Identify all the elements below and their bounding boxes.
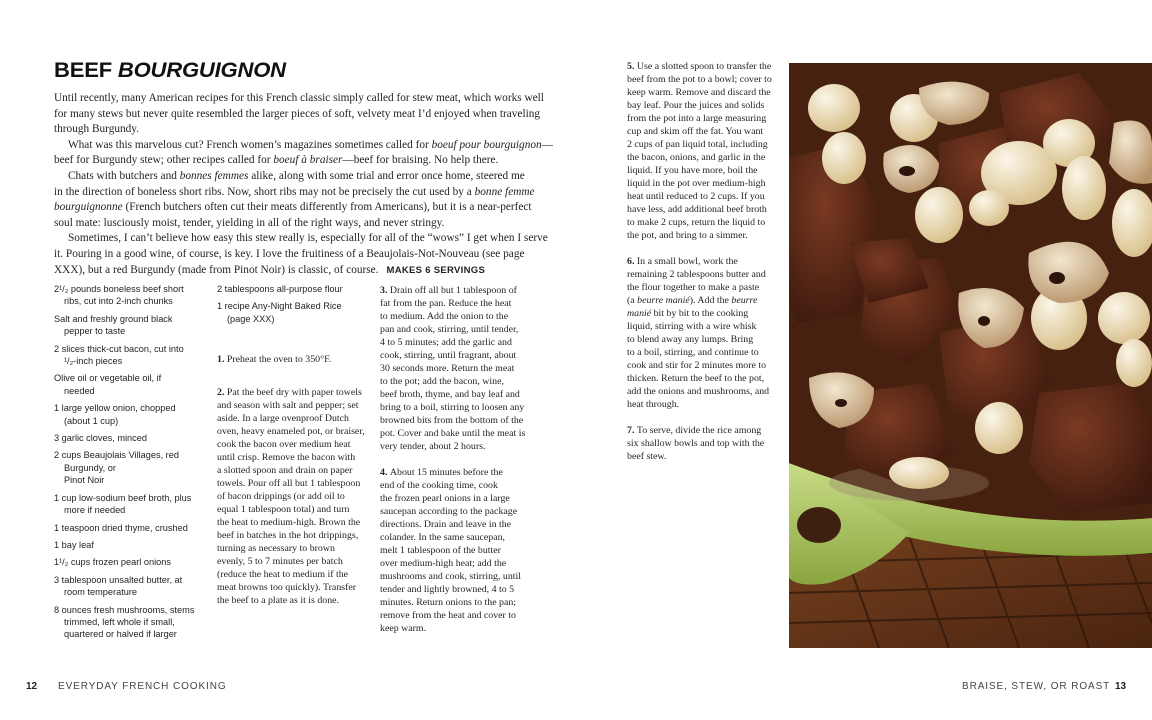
italic-text: manié [627, 308, 652, 319]
method-steps-col-c [627, 60, 777, 476]
method-step [217, 353, 372, 366]
step-line [380, 440, 535, 453]
text-run: liquid, stirring with a wire whisk [627, 321, 757, 332]
recipe-title-plain: BEEF [54, 59, 118, 82]
ingredient-line: 1 recipe Any-Night Baked Rice [217, 301, 342, 312]
text-run: mushrooms and cook, stirring, until [380, 571, 521, 582]
step-line [217, 353, 372, 366]
ingredient-item [54, 604, 214, 641]
text-run: beef in batches in the hot drippings, [217, 530, 359, 541]
step-line [627, 151, 777, 164]
ingredient-line: Salt and freshly ground black [54, 313, 173, 324]
text-run: browned bits from the bottom of the [380, 415, 524, 426]
text-run: bay leaf. Pour the juices and solids [627, 100, 765, 111]
step-line [380, 570, 535, 583]
step-line [217, 594, 372, 607]
intro-line [54, 216, 524, 232]
intro-line [54, 231, 548, 247]
step-line [627, 86, 777, 99]
text-run: Chats with butchers and [68, 169, 180, 182]
text-run: In a small bowl, work the [636, 256, 738, 267]
servings-label: MAKES 6 SERVINGS [386, 264, 486, 276]
italic-text: beurre [731, 295, 758, 306]
text-run: Preheat the oven to 350°F. [226, 354, 332, 365]
italic-text: bonnes femmes [179, 169, 249, 182]
step-line [380, 466, 535, 479]
text-run: beef stew. [627, 451, 667, 462]
method-step [627, 424, 777, 463]
step-line [627, 177, 777, 190]
ingredient-line: 2 cups Beaujolais Villages, red [54, 450, 179, 461]
step-line [380, 310, 535, 323]
step-line [217, 464, 372, 477]
text-run: 4 to 5 minutes; add the garlic and [380, 337, 512, 348]
text-run: to the pot; add the bacon, wine, [380, 376, 504, 387]
step-line [217, 451, 372, 464]
step-line [627, 372, 777, 385]
text-run: add the onions and mushrooms, and [627, 386, 770, 397]
method-step [217, 386, 372, 607]
text-run: directions. Drain and leave in the [380, 519, 512, 530]
text-run: end of the cooking time, cook [380, 480, 498, 491]
step-line [217, 568, 372, 581]
italic-text: bonne femme [474, 185, 535, 198]
ingredient-line: more if needed [64, 505, 126, 516]
recipe-title [54, 59, 286, 83]
ingredient-line: 1 bay leaf [54, 539, 94, 550]
step-number: 5. [627, 61, 637, 72]
text-run: cup and skim off the fat. You want [627, 126, 764, 137]
text-run: beef for Burgundy stew; other recipes called for [54, 154, 274, 167]
step-line [627, 216, 777, 229]
step-line [627, 398, 777, 411]
step-number: 3. [380, 285, 390, 296]
ingredients-list-col1 [54, 283, 214, 646]
text-run: turning as necessary to brown [217, 543, 335, 554]
text-run: it. Pouring in a good wine, of course, is key. I love the fruitiness of a Beaujolais-Not-Nouveau (see page [54, 247, 525, 260]
ingredient-line: 1 large yellow onion, chopped [54, 403, 176, 414]
step-line [627, 268, 777, 281]
step-line [217, 490, 372, 503]
text-run: bit by bit to the cooking [651, 308, 749, 319]
beef-bourguignon-photo-illustration [789, 63, 1152, 648]
text-run: (reduce the heat to medium if the [217, 569, 349, 580]
intro-line [54, 247, 524, 263]
ingredient-line: quartered or halved if larger [64, 629, 177, 640]
ingredient-item [54, 574, 214, 599]
text-run: the heat to medium-high. Brown the [217, 517, 361, 528]
text-run: — [541, 138, 553, 151]
ingredient-line: needed [64, 385, 95, 396]
text-run: the beef to a plate as it is done. [217, 595, 340, 606]
text-run: the flour together to make a paste [627, 282, 760, 293]
step-line [217, 386, 372, 399]
text-run: Pat the beef dry with paper towels [226, 387, 362, 398]
text-run: for many stews but never quite resembled the larger pieces of soft, velvety meat I’d enjoyed when traveling [54, 107, 541, 120]
ingredient-item [54, 283, 214, 308]
ingredient-line: ribs, cut into 2-inch chunks [64, 296, 173, 307]
intro-line [54, 91, 544, 107]
italic-text: beurre manié [637, 295, 690, 306]
text-run: six shallow bowls and top with the [627, 438, 765, 449]
italic-text: boeuf à braiser [273, 154, 343, 167]
step-line [627, 60, 777, 73]
text-run: to make 2 cups, return the liquid to [627, 217, 766, 228]
step-line [380, 583, 535, 596]
ingredient-line: 3 garlic cloves, minced [54, 433, 147, 444]
step-line [380, 336, 535, 349]
left-running-head: EVERYDAY FRENCH COOKING [58, 681, 227, 692]
text-run: the pot, and bring to a simmer. [627, 230, 748, 241]
text-run: (French butchers often cut their meats differently from Americans), but it is a near-perfect [122, 201, 532, 214]
step-line [380, 388, 535, 401]
text-run: through Burgundy. [54, 123, 140, 136]
ingredient-line: room temperature [64, 587, 138, 598]
ingredient-line: pepper to taste [64, 326, 126, 337]
intro-line [54, 107, 541, 123]
ingredient-line: 1 cup low-sodium beef broth, plus [54, 492, 192, 503]
text-run: over medium-high heat; add the [380, 558, 507, 569]
text-run: 2 cups of pan liquid total, including [627, 139, 768, 150]
text-run: to blend away any lumps. Bring [627, 334, 754, 345]
ingredient-line: (about 1 cup) [64, 415, 119, 426]
step-line [627, 346, 777, 359]
step-line [627, 333, 777, 346]
text-run: Use a slotted spoon to transfer the [636, 61, 772, 72]
ingredient-line: 2 slices thick-cut bacon, cut into [54, 343, 184, 354]
method-step [380, 466, 535, 635]
step-line [627, 190, 777, 203]
text-run: until crisp. Remove the bacon with [217, 452, 356, 463]
text-run: of bacon drippings (or add oil to [217, 491, 345, 502]
step-line [217, 425, 372, 438]
ingredient-line: Pinot Noir [64, 475, 105, 486]
step-line [627, 99, 777, 112]
text-run: remaining 2 tablespoons butter and [627, 269, 766, 280]
ingredient-item [54, 313, 214, 338]
text-run: Until recently, many American recipes for this French classic simply called for stew meat, which works well [54, 92, 544, 104]
text-run: equal 1 tablespoon total) and turn [217, 504, 350, 515]
step-line [217, 529, 372, 542]
ingredient-item [54, 343, 214, 368]
text-run: thicken. Return the beef to the pot, [627, 373, 765, 384]
italic-text: boeuf pour bourguignon [431, 138, 542, 151]
step-line [380, 401, 535, 414]
step-line [380, 284, 535, 297]
ingredient-item [217, 283, 367, 295]
text-run: a slotted spoon and drain on paper [217, 465, 353, 476]
step-line [627, 203, 777, 216]
step-line [217, 412, 372, 425]
step-number: 1. [217, 354, 227, 365]
text-run: aside. In a large ovenproof Dutch [217, 413, 349, 424]
ingredient-line: (page XXX) [227, 313, 275, 324]
step-number: 2. [217, 387, 227, 398]
recipe-photo [789, 63, 1152, 648]
text-run: tender and lightly browned, 4 to 5 [380, 584, 515, 595]
step-line [217, 477, 372, 490]
text-run: pot. Cover and bake until the meat is [380, 428, 526, 439]
step-line [627, 320, 777, 333]
ingredient-item [54, 372, 214, 397]
step-line [380, 362, 535, 375]
step-line [627, 73, 777, 86]
ingredient-line: 2¹/₂ pounds boneless beef short [54, 284, 184, 294]
step-line [380, 427, 535, 440]
method-step [627, 255, 777, 411]
text-run: saucepan according to the package [380, 506, 518, 517]
step-number: 7. [627, 425, 637, 436]
step-number: 6. [627, 256, 637, 267]
text-run: melt 1 tablespoon of the butter [380, 545, 501, 556]
step-line [380, 557, 535, 570]
step-line [217, 555, 372, 568]
text-run: keep warm. Remove and discard the [627, 87, 771, 98]
step-line [627, 138, 777, 151]
intro-line [54, 153, 524, 169]
text-run: very tender, about 2 hours. [380, 441, 486, 452]
text-run: heat through. [627, 399, 680, 410]
right-page-number: 13 [1115, 681, 1127, 692]
step-line [380, 349, 535, 362]
text-run: 30 seconds more. Return the meat [380, 363, 515, 374]
ingredient-item [54, 402, 214, 427]
ingredient-item [54, 492, 214, 517]
step-line [380, 544, 535, 557]
text-run: cook the bacon over medium heat [217, 439, 351, 450]
step-line [627, 359, 777, 372]
ingredient-line: Burgundy, or [64, 462, 116, 473]
text-run: and season with salt and pepper; set [217, 400, 359, 411]
text-run: alike, along with some trial and error once home, steered me [248, 169, 525, 182]
text-run: in the direction of boneless short ribs. Now, short ribs may not be precisely the cut used by a [54, 185, 475, 198]
ingredient-item [54, 556, 214, 568]
step-line [217, 581, 372, 594]
text-run: Sometimes, I can’t believe how easy this stew really is, especially for all of the “wows” I get when I serve [68, 232, 548, 245]
step-line [380, 323, 535, 336]
step-line [380, 375, 535, 388]
step-line [627, 112, 777, 125]
method-step [380, 284, 535, 453]
ingredient-line: 2 tablespoons all-purpose flour [217, 284, 343, 294]
text-run: meat browns too quickly). Transfer [217, 582, 357, 593]
ingredient-item [54, 522, 214, 534]
step-line [627, 164, 777, 177]
step-line [380, 622, 535, 635]
text-run: cook and stir for 2 minutes more to [627, 360, 767, 371]
step-line [217, 503, 372, 516]
text-run: pan and cook, stirring, until tender, [380, 324, 519, 335]
step-line [380, 505, 535, 518]
text-run: Drain off all but 1 tablespoon of [389, 285, 517, 296]
step-number: 4. [380, 467, 390, 478]
text-run: keep warm. [380, 623, 427, 634]
ingredient-line: 3 tablespoon unsalted butter, at [54, 574, 183, 585]
text-run: About 15 minutes before the [389, 467, 503, 478]
step-line [217, 542, 372, 555]
intro-line [54, 122, 524, 138]
text-run: soul mate: lusciously moist, tender, yielding in all of the right ways, and never stringy. [54, 216, 445, 229]
text-run: bring to a boil, stirring to loosen any [380, 402, 525, 413]
ingredients-list-col2 [217, 283, 367, 330]
ingredient-line: 1 teaspoon dried thyme, crushed [54, 522, 188, 533]
text-run: What was this marvelous cut? French women’s magazines sometimes called for [68, 138, 432, 151]
step-line [627, 229, 777, 242]
step-line [380, 531, 535, 544]
step-line [380, 479, 535, 492]
text-run: liquid. If you have more, boil the [627, 165, 758, 176]
text-run: the bacon, onions, and garlic in the [627, 152, 766, 163]
text-run: from the pot into a large measuring [627, 113, 767, 124]
text-run: —beef for braising. No help there. [342, 154, 499, 167]
step-line [627, 424, 777, 437]
right-running-head: BRAISE, STEW, OR ROAST [962, 681, 1111, 692]
ingredient-line: 8 ounces fresh mushrooms, stems [54, 604, 195, 615]
text-run: towels. Pour off all but 1 tablespoon [217, 478, 361, 489]
ingredient-line: ¹/₂-inch pieces [64, 356, 123, 367]
text-run: to medium. Add the onion to the [380, 311, 509, 322]
step-line [627, 125, 777, 138]
step-line [380, 492, 535, 505]
recipe-intro [54, 91, 553, 278]
intro-line [54, 185, 535, 201]
intro-line [54, 200, 532, 216]
step-line [627, 255, 777, 268]
text-run: oven, heavy enameled pot, or braiser, [217, 426, 365, 437]
text-run: evenly, 5 to 7 minutes per batch [217, 556, 343, 567]
text-run: liquid in the pot over medium-high [627, 178, 766, 189]
ingredient-line: 1¹/₂ cups frozen pearl onions [54, 557, 171, 568]
italic-text: bourguignonne [54, 201, 123, 214]
intro-line [54, 138, 553, 154]
method-steps-col-a [217, 353, 372, 620]
method-steps-col-b [380, 284, 535, 648]
step-line [627, 281, 777, 294]
left-page-number: 12 [26, 681, 38, 692]
step-line [380, 518, 535, 531]
text-run: remove from the heat and cover to [380, 610, 516, 621]
ingredient-item [54, 432, 214, 444]
text-run: beef from the pot to a bowl; cover to [627, 74, 772, 85]
text-run: (a [627, 295, 638, 306]
intro-line [54, 263, 524, 279]
ingredient-line: trimmed, left whole if small, [64, 616, 175, 627]
recipe-title-italic: BOURGUIGNON [117, 59, 286, 82]
text-run: heat until reduced to 2 cups. If you [627, 191, 765, 202]
step-line [217, 516, 372, 529]
step-line [380, 596, 535, 609]
text-run: have less, add additional beef broth [627, 204, 767, 215]
step-line [627, 450, 777, 463]
step-line [627, 294, 777, 307]
step-line [380, 297, 535, 310]
text-run: beef broth, thyme, and bay leaf and [380, 389, 520, 400]
text-run: colander. In the same saucepan, [380, 532, 506, 543]
text-run: the frozen pearl onions in a large [380, 493, 510, 504]
step-line [627, 307, 777, 320]
ingredient-item [54, 539, 214, 551]
intro-line [54, 169, 524, 185]
text-run: minutes. Return onions to the pan; [380, 597, 517, 608]
step-line [627, 437, 777, 450]
step-line [217, 399, 372, 412]
ingredient-item [217, 300, 367, 325]
step-line [380, 414, 535, 427]
step-line [217, 438, 372, 451]
text-run: XXX), but a red Burgundy (made from Pinot Noir) is classic, of course. [54, 263, 379, 276]
text-run: cook, stirring, until fragrant, about [380, 350, 517, 361]
method-step [627, 60, 777, 242]
step-line [380, 609, 535, 622]
text-run: ). Add the [689, 295, 732, 306]
text-run: To serve, divide the rice among [636, 425, 762, 436]
text-run: fat from the pan. Reduce the heat [380, 298, 512, 309]
step-line [627, 385, 777, 398]
ingredient-item [54, 449, 214, 486]
ingredient-line: Olive oil or vegetable oil, if [54, 373, 162, 384]
text-run: to a boil, stirring, and continue to [627, 347, 759, 358]
